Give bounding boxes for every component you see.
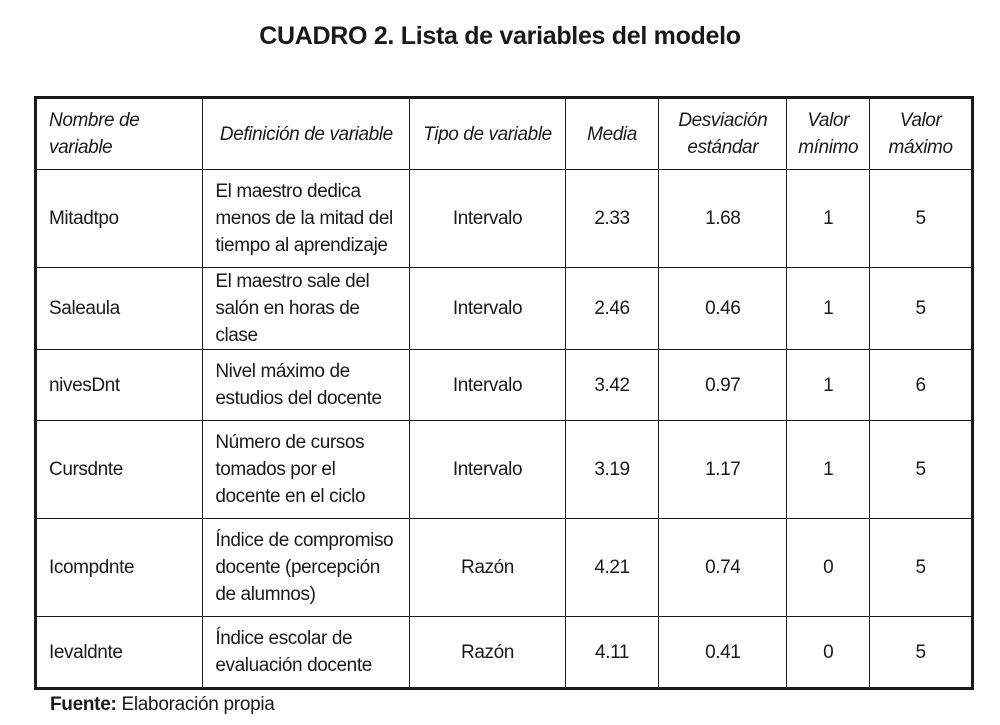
cell-tipo: Intervalo (410, 170, 565, 268)
cell-minimo: 0 (787, 617, 870, 689)
header-tipo: Tipo de variable (410, 98, 565, 170)
cell-maximo: 6 (870, 350, 973, 421)
header-media: Media (565, 98, 659, 170)
cell-maximo: 5 (870, 421, 973, 519)
cell-tipo: Razón (410, 519, 565, 617)
cell-tipo: Razón (410, 617, 565, 689)
cell-definicion: Índice escolar de evaluación docente (203, 617, 410, 689)
table-row (36, 421, 973, 519)
cell-definicion: Nivel máximo de estudios del docente (203, 350, 410, 421)
table-row (36, 268, 973, 350)
cell-maximo: 5 (870, 617, 973, 689)
header-desviacion (659, 98, 787, 170)
cell-minimo: 1 (787, 170, 870, 268)
cell-media: 4.11 (565, 617, 659, 689)
cell-desviacion: 1.17 (659, 421, 787, 519)
cell-nombre: Saleaula (36, 268, 203, 350)
source-label: Fuente: (50, 694, 117, 715)
cell-nombre: Cursdnte (36, 421, 203, 519)
cell-desviacion: 0.74 (659, 519, 787, 617)
cell-desviacion: 0.46 (659, 268, 787, 350)
header-maximo-line2: máximo (888, 137, 953, 158)
cell-tipo: Intervalo (410, 268, 565, 350)
cell-maximo: 5 (870, 170, 973, 268)
source-text: Elaboración propia (121, 694, 275, 715)
cell-maximo: 5 (870, 268, 973, 350)
cell-desviacion: 0.41 (659, 617, 787, 689)
cell-media: 2.46 (565, 268, 659, 350)
cell-definicion: El maestro sale del salón en horas de clase (203, 268, 410, 350)
table-row (36, 170, 973, 268)
header-minimo-line2: mínimo (798, 137, 859, 158)
cell-minimo: 1 (787, 268, 870, 350)
cell-media: 3.19 (565, 421, 659, 519)
cell-desviacion: 0.97 (659, 350, 787, 421)
cell-media: 4.21 (565, 519, 659, 617)
header-row (36, 98, 973, 170)
cell-minimo: 1 (787, 421, 870, 519)
header-definicion: Definición de variable (203, 98, 410, 170)
cell-minimo: 0 (787, 519, 870, 617)
cell-definicion: Índice de compromiso docente (percepción de alumnos) (203, 519, 410, 617)
cell-media: 2.33 (565, 170, 659, 268)
table-row (36, 617, 973, 689)
header-minimo (787, 98, 870, 170)
table-title-label: CUADRO 2. (259, 22, 395, 50)
cell-nombre: Ievaldnte (36, 617, 203, 689)
header-desviacion-line2: estándar (687, 137, 759, 158)
header-desviacion-line1: Desviación (678, 110, 768, 131)
header-nombre: Nombre de variable (36, 98, 203, 170)
source-note (50, 694, 275, 716)
table-title (0, 22, 1000, 51)
table-row (36, 519, 973, 617)
cell-definicion: Número de cursos tomados por el docente en el ciclo (203, 421, 410, 519)
cell-nombre: Mitadtpo (36, 170, 203, 268)
header-minimo-line1: Valor (807, 110, 849, 131)
header-maximo (870, 98, 973, 170)
cell-definicion: El maestro dedica menos de la mitad del tiempo al aprendizaje (203, 170, 410, 268)
table-title-text: Lista de variables del modelo (400, 22, 741, 50)
variables-table (34, 96, 974, 690)
cell-tipo: Intervalo (410, 350, 565, 421)
table-row (36, 350, 973, 421)
cell-tipo: Intervalo (410, 421, 565, 519)
cell-nombre: nivesDnt (36, 350, 203, 421)
cell-media: 3.42 (565, 350, 659, 421)
cell-minimo: 1 (787, 350, 870, 421)
cell-desviacion: 1.68 (659, 170, 787, 268)
header-maximo-line1: Valor (899, 110, 942, 131)
cell-maximo: 5 (870, 519, 973, 617)
cell-nombre: Icompdnte (36, 519, 203, 617)
